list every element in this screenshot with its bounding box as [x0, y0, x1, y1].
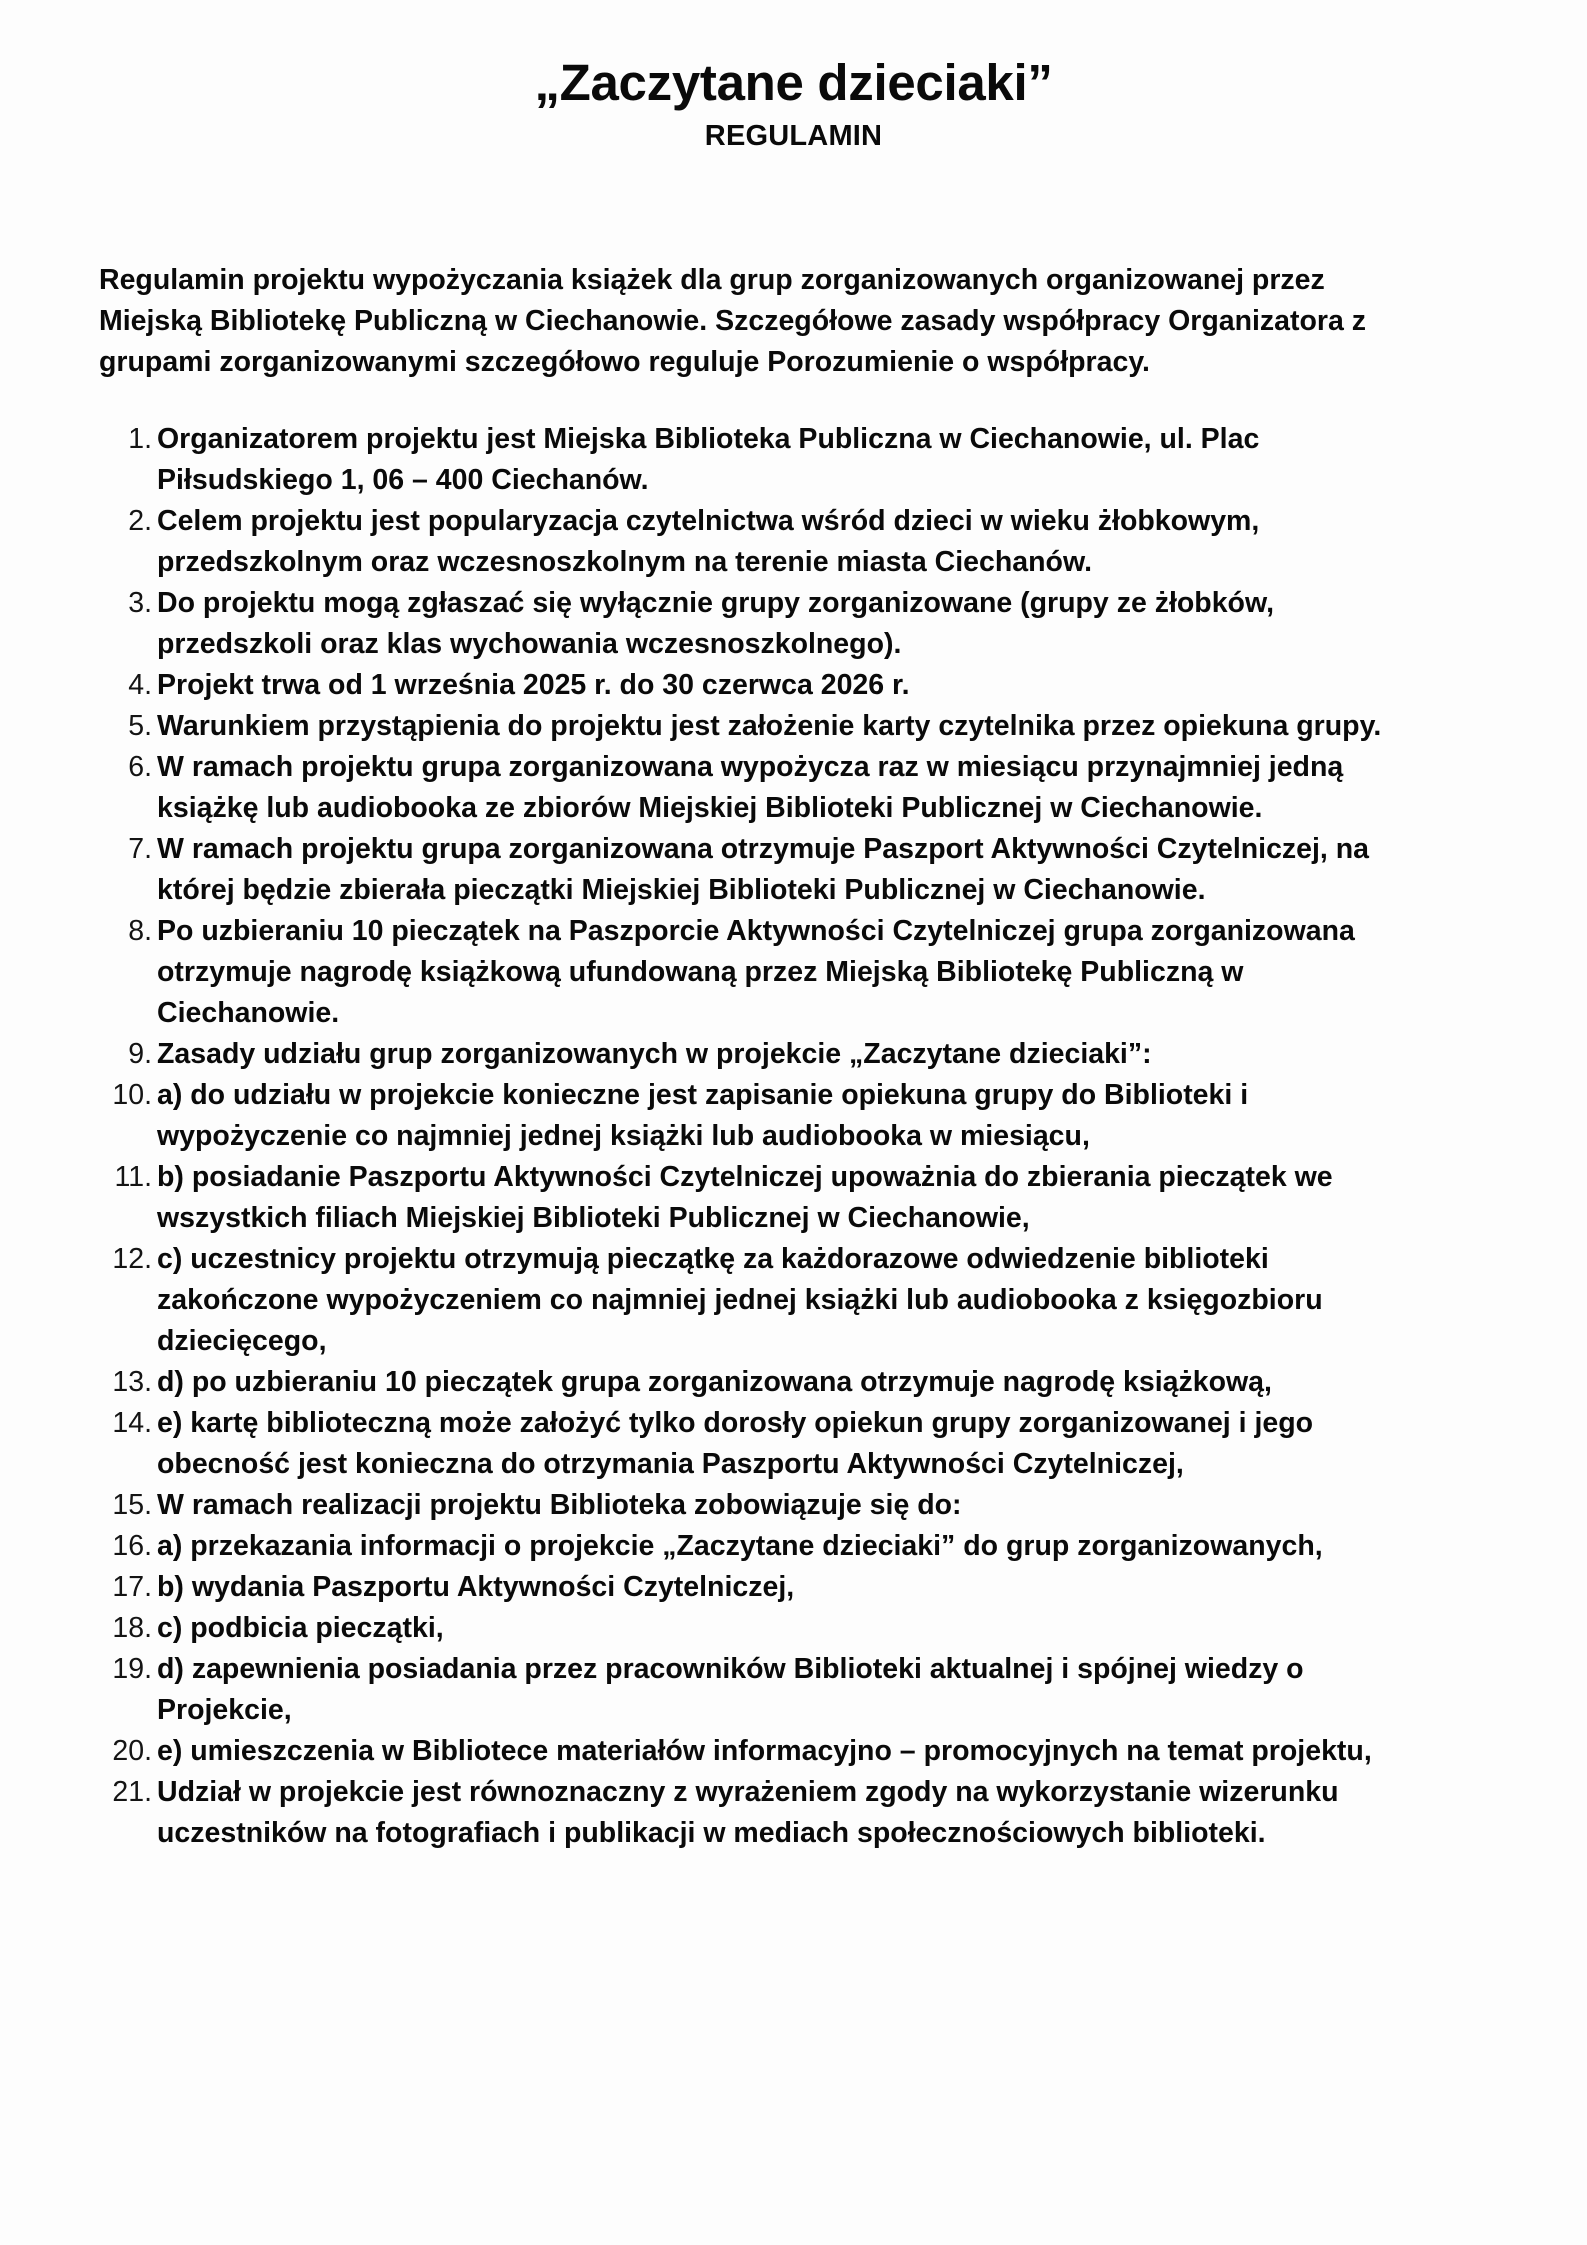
list-item: Zasady udziału grup zorganizowanych w projekcie „Zaczytane dzieciaki”: [157, 1037, 1152, 1070]
list-item: W ramach realizacji projektu Biblioteka zobowiązuje się do: [157, 1488, 962, 1521]
list-item: Po uzbieraniu 10 pieczątek na Paszporcie Aktywności Czytelniczej grupa zorganizowana otrzymuje nagrodę książkową ufundowaną przez Miejską Bibliotekę Publiczną w Ciechanowie. [157, 914, 1355, 1029]
rules-list [0, 419, 1587, 1854]
list-item: c) uczestnicy projektu otrzymują pieczątkę za każdorazowe odwiedzenie biblioteki zakończone wypożyczeniem co najmniej jednej książki lub audiobooka z księgozbioru dziecięcego, [157, 1242, 1323, 1357]
page-title: „Zaczytane dzieciaki” [534, 54, 1053, 111]
list-item: Celem projektu jest popularyzacja czytelnictwa wśród dzieci w wieku żłobkowym, przedszkolnym oraz wczesnoszkolnym na terenie miasta Ciechanów. [157, 504, 1260, 578]
list-item: e) umieszczenia w Bibliotece materiałów informacyjno – promocyjnych na temat projektu, [157, 1734, 1372, 1767]
page-subtitle: REGULAMIN [704, 120, 883, 153]
list-item: d) po uzbieraniu 10 pieczątek grupa zorganizowana otrzymuje nagrodę książkową, [157, 1365, 1272, 1398]
list-item: b) posiadanie Paszportu Aktywności Czytelniczej upoważnia do zbierania pieczątek we wszystkich filiach Miejskiej Biblioteki Publicznej w Ciechanowie, [157, 1160, 1333, 1234]
list-item: c) podbicia pieczątki, [157, 1611, 444, 1644]
intro-paragraph: Regulamin projektu wypożyczania książek dla grup zorganizowanych organizowanej przez Miejską Bibliotekę Publiczną w Ciechanowie. Szczegółowe zasady współpracy Organizatora z grupami zorganizowanymi szczegółowo reguluje Porozumienie o współpracy. [99, 263, 1367, 378]
list-item: d) zapewnienia posiadania przez pracowników Biblioteki aktualnej i spójnej wiedzy o Projekcie, [157, 1652, 1304, 1726]
list-item: Projekt trwa od 1 września 2025 r. do 30 czerwca 2026 r. [157, 668, 910, 701]
list-item: a) przekazania informacji o projekcie „Zaczytane dzieciaki” do grup zorganizowanych, [157, 1529, 1323, 1562]
list-item: e) kartę biblioteczną może założyć tylko dorosły opiekun grupy zorganizowanej i jego obecność jest konieczna do otrzymania Paszportu Aktywności Czytelniczej, [157, 1406, 1314, 1480]
list-item: b) wydania Paszportu Aktywności Czytelniczej, [157, 1570, 795, 1603]
list-item: W ramach projektu grupa zorganizowana wypożycza raz w miesiącu przynajmniej jedną książkę lub audiobooka ze zbiorów Miejskiej Biblioteki Publicznej w Ciechanowie. [157, 750, 1344, 824]
title-block [0, 0, 1587, 154]
list-item: Udział w projekcie jest równoznaczny z wyrażeniem zgody na wykorzystanie wizerunku uczestników na fotografiach i publikacji w mediach społecznościowych biblioteki. [157, 1775, 1339, 1849]
list-item: Organizatorem projektu jest Miejska Biblioteka Publiczna w Ciechanowie, ul. Plac Piłsudskiego 1, 06 – 400 Ciechanów. [157, 422, 1260, 496]
list-item: Warunkiem przystąpienia do projektu jest założenie karty czytelnika przez opiekuna grupy. [157, 709, 1382, 742]
list-item: Do projektu mogą zgłaszać się wyłącznie grupy zorganizowane (grupy ze żłobków, przedszkoli oraz klas wychowania wczesnoszkolnego). [157, 586, 1274, 660]
list-item: a) do udziału w projekcie konieczne jest zapisanie opiekuna grupy do Biblioteki i wypożyczenie co najmniej jednej książki lub audiobooka w miesiącu, [157, 1078, 1249, 1152]
list-item: W ramach projektu grupa zorganizowana otrzymuje Paszport Aktywności Czytelniczej, na której będzie zbierała pieczątki Miejskiej Biblioteki Publicznej w Ciechanowie. [157, 832, 1370, 906]
